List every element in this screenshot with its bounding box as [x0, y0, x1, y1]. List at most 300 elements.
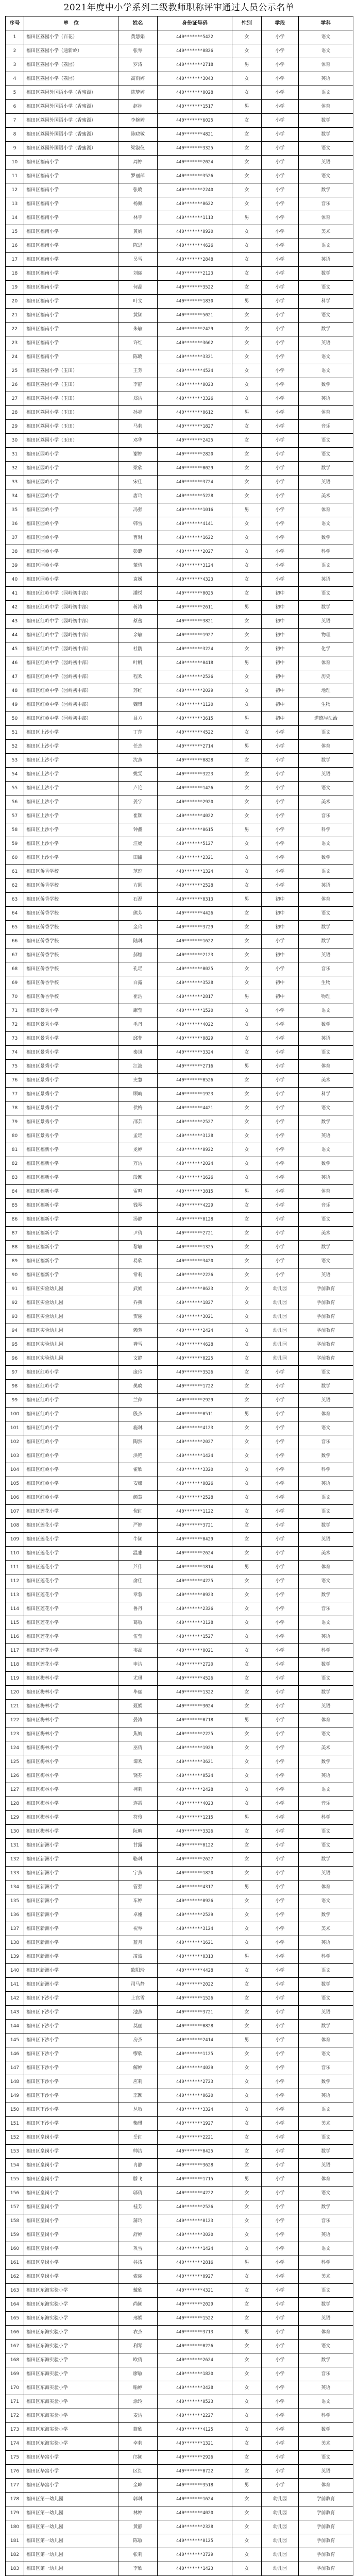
unit-name-cell: 福田区福南小学	[24, 239, 118, 253]
gender-cell: 女	[232, 1366, 262, 1380]
subject-cell: 语文	[299, 907, 353, 921]
gender-cell: 女	[232, 350, 262, 364]
table-row	[6, 1574, 353, 1588]
row-number-cell: 183	[6, 2562, 24, 2576]
school-level-cell: 小学	[262, 1143, 299, 1157]
subject-cell: 英语	[299, 2089, 353, 2103]
id-number-cell: 440*******0829	[158, 1032, 232, 1046]
row-number-cell: 66	[6, 935, 24, 948]
school-level-cell: 初中	[262, 601, 299, 615]
unit-name-cell: 福田区东海实验小学	[24, 2437, 118, 2451]
person-name-cell: 吕方	[118, 712, 158, 726]
row-number-cell: 32	[6, 462, 24, 476]
id-number-cell: 440*******2528	[158, 879, 232, 893]
school-level-cell: 小学	[262, 406, 299, 420]
unit-name-cell: 福田区实验幼儿园	[24, 1338, 118, 1352]
row-number-cell: 119	[6, 1672, 24, 1686]
subject-cell: 科学	[299, 823, 353, 837]
unit-name-cell: 福田区荔园小学（玉田）	[24, 378, 118, 392]
person-name-cell: 樊晓	[118, 1380, 158, 1394]
unit-name-cell: 福田区红岭小学	[24, 1408, 118, 1421]
table-row	[6, 2298, 353, 2312]
table-row	[6, 2242, 353, 2256]
gender-cell: 女	[232, 1296, 262, 1310]
table-row	[6, 267, 353, 281]
row-number-cell: 152	[6, 2131, 24, 2145]
subject-cell: 数学	[299, 128, 353, 142]
gender-cell: 女	[232, 851, 262, 865]
id-number-cell: 440*******1820	[158, 2367, 232, 2381]
unit-name-cell: 福田区东海实验小学	[24, 2409, 118, 2423]
id-number-cell: 440*******2526	[158, 670, 232, 684]
gender-cell: 女	[232, 2214, 262, 2228]
gender-cell: 女	[232, 72, 262, 86]
table-row	[6, 1783, 353, 1797]
row-number-cell: 163	[6, 2284, 24, 2298]
id-number-cell: 440*******2718	[158, 58, 232, 72]
id-number-cell: 440*******0622	[158, 197, 232, 211]
table-row	[6, 295, 353, 309]
subject-cell: 语文	[299, 782, 353, 795]
subject-cell: 生物	[299, 976, 353, 990]
id-number-cell: 440*******1622	[158, 935, 232, 948]
table-row	[6, 990, 353, 1004]
unit-name-cell: 福田区福新小学	[24, 1227, 118, 1241]
school-level-cell: 小学	[262, 2270, 299, 2284]
person-name-cell: 房杰	[118, 2033, 158, 2047]
unit-name-cell: 福田区梅林小学	[24, 1825, 118, 1839]
subject-cell: 生物	[299, 698, 353, 712]
school-level-cell: 小学	[262, 1547, 299, 1561]
gender-cell: 女	[232, 2465, 262, 2479]
school-level-cell: 小学	[262, 517, 299, 531]
id-number-cell: 440*******1322	[158, 1686, 232, 1700]
row-number-cell: 70	[6, 990, 24, 1004]
id-number-cell: 440*******0523	[158, 2395, 232, 2409]
row-number-cell: 40	[6, 573, 24, 587]
gender-cell: 女	[232, 2270, 262, 2284]
subject-cell: 英语	[299, 1129, 353, 1143]
school-level-cell: 小学	[262, 211, 299, 225]
gender-cell: 女	[232, 698, 262, 712]
school-level-cell: 小学	[262, 768, 299, 782]
gender-cell: 女	[232, 1088, 262, 1101]
table-row	[6, 2214, 353, 2228]
gender-cell: 女	[232, 2242, 262, 2256]
id-number-cell: 440*******2328	[158, 2520, 232, 2534]
subject-cell: 语文	[299, 281, 353, 295]
unit-name-cell: 福田区梅林小学	[24, 1755, 118, 1769]
subject-cell: 语文	[299, 1964, 353, 1978]
id-number-cell: 440*******2240	[158, 183, 232, 197]
unit-name-cell: 福田区新洲小学	[24, 1978, 118, 1992]
subject-cell: 英语	[299, 1936, 353, 1950]
subject-cell: 英语	[299, 615, 353, 629]
person-name-cell: 林宇	[118, 211, 158, 225]
unit-name-cell: 福田区福新小学	[24, 1255, 118, 1268]
row-number-cell: 140	[6, 1964, 24, 1978]
gender-cell: 男	[232, 1060, 262, 1074]
id-number-cell: 440*******0722	[158, 2465, 232, 2479]
id-number-cell: 440*******2817	[158, 990, 232, 1004]
gender-cell: 女	[232, 1700, 262, 1714]
id-number-cell: 440*******4524	[158, 364, 232, 378]
person-name-cell: 崔浩	[118, 990, 158, 1004]
table-row	[6, 1282, 353, 1296]
table-row	[6, 2187, 353, 2200]
gender-cell: 女	[232, 1797, 262, 1811]
gender-cell: 女	[232, 1908, 262, 1922]
subject-cell: 数学	[299, 1686, 353, 1700]
school-level-cell: 小学	[262, 392, 299, 406]
school-level-cell: 初中	[262, 976, 299, 990]
gender-cell: 男	[232, 1408, 262, 1421]
table-row	[6, 1936, 353, 1950]
gender-cell: 女	[232, 2506, 262, 2520]
gender-cell: 女	[232, 2298, 262, 2312]
subject-cell: 语文	[299, 1101, 353, 1115]
unit-name-cell: 福田区上沙小学	[24, 740, 118, 754]
table-row	[6, 170, 353, 183]
school-level-cell: 小学	[262, 225, 299, 239]
person-name-cell: 施琳	[118, 1421, 158, 1435]
person-name-cell: 幸莉	[118, 2437, 158, 2451]
gender-cell: 女	[232, 309, 262, 323]
table-row	[6, 1588, 353, 1602]
subject-cell: 学前教育	[299, 1352, 353, 1366]
table-row	[6, 1449, 353, 1463]
school-level-cell: 小学	[262, 2214, 299, 2228]
school-level-cell: 小学	[262, 2228, 299, 2242]
table-row	[6, 1060, 353, 1074]
person-name-cell: 赵林	[118, 100, 158, 114]
id-number-cell: 440*******3721	[158, 1519, 232, 1533]
gender-cell: 女	[232, 2075, 262, 2089]
subject-cell: 数学	[299, 1978, 353, 1992]
row-number-cell: 7	[6, 114, 24, 128]
gender-cell: 女	[232, 1964, 262, 1978]
unit-name-cell: 福田区梅林小学	[24, 1797, 118, 1811]
id-number-cell: 440*******0225	[158, 1352, 232, 1366]
unit-name-cell: 福田区福南小学	[24, 323, 118, 336]
row-number-cell: 123	[6, 1727, 24, 1741]
unit-name-cell: 福田区莲花小学	[24, 1630, 118, 1644]
table-row	[6, 1255, 353, 1268]
subject-cell: 语文	[299, 448, 353, 462]
gender-cell: 女	[232, 1936, 262, 1950]
subject-cell: 语文	[299, 44, 353, 58]
person-name-cell: 颜慧	[118, 1491, 158, 1505]
school-level-cell: 小学	[262, 1992, 299, 2006]
gender-cell: 女	[232, 183, 262, 197]
unit-name-cell: 福田区福新小学	[24, 1241, 118, 1255]
id-number-cell: 440*******1820	[158, 1867, 232, 1880]
person-name-cell: 谷涛	[118, 2256, 158, 2270]
subject-cell: 语文	[299, 1783, 353, 1797]
person-name-cell: 曹琳	[118, 531, 158, 545]
school-level-cell: 初中	[262, 587, 299, 601]
person-name-cell: 廖敏	[118, 2367, 158, 2381]
school-level-cell: 小学	[262, 2423, 299, 2437]
gender-cell: 女	[232, 1338, 262, 1352]
person-name-cell: 罗涛	[118, 58, 158, 72]
table-row	[6, 865, 353, 879]
subject-cell: 音乐	[299, 420, 353, 434]
subject-cell: 英语	[299, 1477, 353, 1491]
subject-cell: 英语	[299, 1533, 353, 1547]
school-level-cell: 初中	[262, 948, 299, 962]
row-number-cell: 118	[6, 1658, 24, 1672]
person-name-cell: 庞玲	[118, 1366, 158, 1380]
gender-cell: 女	[232, 2423, 262, 2437]
table-row	[6, 100, 353, 114]
table-row	[6, 1700, 353, 1714]
table-row	[6, 1296, 353, 1310]
row-number-cell: 59	[6, 837, 24, 851]
school-level-cell: 小学	[262, 1825, 299, 1839]
unit-name-cell: 福田区红岭小学	[24, 1477, 118, 1491]
table-row	[6, 1839, 353, 1853]
school-level-cell: 小学	[262, 267, 299, 281]
id-number-cell: 440*******4426	[158, 907, 232, 921]
row-number-cell: 103	[6, 1449, 24, 1463]
unit-name-cell: 福田区东海实验小学	[24, 2381, 118, 2395]
id-number-cell: 440*******2920	[158, 795, 232, 809]
unit-name-cell: 福田区荔园小学（玉田）	[24, 406, 118, 420]
row-number-cell: 178	[6, 2493, 24, 2506]
gender-cell: 女	[232, 1547, 262, 1561]
id-number-cell: 440*******4421	[158, 1101, 232, 1115]
unit-name-cell: 福田区侨香学校	[24, 893, 118, 907]
subject-cell: 数学	[299, 2075, 353, 2089]
gender-cell: 女	[232, 448, 262, 462]
gender-cell: 女	[232, 239, 262, 253]
subject-cell: 美术	[299, 1074, 353, 1088]
unit-name-cell: 福田区福南小学	[24, 211, 118, 225]
id-number-cell: 440*******2326	[158, 1602, 232, 1616]
gender-cell: 女	[232, 1394, 262, 1408]
row-number-cell: 62	[6, 879, 24, 893]
table-row	[6, 1741, 353, 1755]
unit-name-cell: 福田区新洲小学	[24, 1894, 118, 1908]
person-name-cell: 韦晶	[118, 1644, 158, 1658]
person-name-cell: 康莹	[118, 1004, 158, 1018]
table-row	[6, 30, 353, 44]
unit-name-cell: 福田区下沙小学	[24, 2103, 118, 2117]
subject-cell: 化学	[299, 642, 353, 656]
id-number-cell: 440*******1827	[158, 1296, 232, 1310]
gender-cell: 女	[232, 2117, 262, 2131]
gender-cell: 女	[232, 336, 262, 350]
gender-cell: 女	[232, 2006, 262, 2020]
table-row	[6, 962, 353, 976]
row-number-cell: 11	[6, 170, 24, 183]
person-name-cell: 易欣	[118, 1255, 158, 1268]
table-row	[6, 1463, 353, 1477]
person-name-cell: 高雨婷	[118, 72, 158, 86]
school-level-cell: 小学	[262, 1741, 299, 1755]
subject-cell: 语文	[299, 1672, 353, 1686]
table-row	[6, 1018, 353, 1032]
gender-cell: 女	[232, 1727, 262, 1741]
school-level-cell: 小学	[262, 295, 299, 309]
person-name-cell: 冉静	[118, 2159, 158, 2173]
school-level-cell: 小学	[262, 434, 299, 448]
person-name-cell: 罗丽萍	[118, 170, 158, 183]
unit-name-cell: 福田区侨香学校	[24, 962, 118, 976]
gender-cell: 男	[232, 1811, 262, 1825]
school-level-cell: 小学	[262, 1227, 299, 1241]
table-row	[6, 1727, 353, 1741]
unit-name-cell: 福田区福南小学	[24, 336, 118, 350]
table-row	[6, 1519, 353, 1533]
row-number-cell: 80	[6, 1129, 24, 1143]
gender-cell: 男	[232, 2326, 262, 2340]
row-number-cell: 23	[6, 336, 24, 350]
person-name-cell: 陈晓敏	[118, 128, 158, 142]
school-level-cell: 幼儿园	[262, 1338, 299, 1352]
person-name-cell: 谢婷	[118, 448, 158, 462]
table-header-row	[6, 16, 353, 30]
person-name-cell: 马莉	[118, 420, 158, 434]
table-row	[6, 670, 353, 684]
subject-cell: 语文	[299, 2242, 353, 2256]
subject-cell: 语文	[299, 2187, 353, 2200]
subject-cell: 体育	[299, 1060, 353, 1074]
table-row	[6, 72, 353, 86]
unit-name-cell: 福田区福新小学	[24, 1157, 118, 1171]
subject-cell: 美术	[299, 1922, 353, 1936]
row-number-cell: 15	[6, 225, 24, 239]
subject-cell: 英语	[299, 1394, 353, 1408]
gender-cell: 女	[232, 907, 262, 921]
subject-cell: 数学	[299, 2200, 353, 2214]
id-number-cell: 440*******2022	[158, 1978, 232, 1992]
unit-name-cell: 福田区红岭小学	[24, 1421, 118, 1435]
unit-name-cell: 福田区实验幼儿园	[24, 1324, 118, 1338]
row-number-cell: 39	[6, 559, 24, 573]
row-number-cell: 125	[6, 1755, 24, 1769]
gender-cell: 女	[232, 865, 262, 879]
row-number-cell: 100	[6, 1408, 24, 1421]
unit-name-cell: 福田区新洲小学	[24, 1853, 118, 1867]
table-row	[6, 629, 353, 642]
person-name-cell: 池燕	[118, 2006, 158, 2020]
row-number-cell: 146	[6, 2047, 24, 2061]
unit-name-cell: 福田区实验幼儿园	[24, 1282, 118, 1296]
id-number-cell: 440*******0028	[158, 86, 232, 100]
subject-cell: 英语	[299, 476, 353, 489]
subject-cell: 学前教育	[299, 2493, 353, 2506]
table-row	[6, 2381, 353, 2395]
person-name-cell: 范琼	[118, 865, 158, 879]
school-level-cell: 小学	[262, 420, 299, 434]
table-row	[6, 795, 353, 809]
unit-name-cell: 福田区新洲小学	[24, 1867, 118, 1880]
id-number-cell: 440*******4020	[158, 2506, 232, 2520]
gender-cell: 女	[232, 1463, 262, 1477]
id-number-cell: 440*******3815	[158, 1185, 232, 1199]
school-level-cell: 小学	[262, 1199, 299, 1213]
unit-name-cell: 福田区福南小学	[24, 253, 118, 267]
subject-cell: 数学	[299, 1853, 353, 1867]
subject-cell: 数学	[299, 601, 353, 615]
table-row	[6, 1477, 353, 1491]
subject-cell: 语文	[299, 1491, 353, 1505]
person-name-cell: 上官雪	[118, 1992, 158, 2006]
table-row	[6, 1352, 353, 1366]
person-name-cell: 桂芳	[118, 2200, 158, 2214]
roster-table	[5, 16, 353, 2576]
subject-cell: 数学	[299, 1018, 353, 1032]
subject-cell: 体育	[299, 1714, 353, 1727]
column-header-id-number: 身份证号码	[158, 16, 232, 30]
subject-cell: 英语	[299, 2228, 353, 2242]
gender-cell: 女	[232, 2562, 262, 2576]
table-row	[6, 2270, 353, 2284]
unit-name-cell: 福田区荔园小学（玉田）	[24, 420, 118, 434]
unit-name-cell: 福田区园岭小学	[24, 462, 118, 476]
row-number-cell: 60	[6, 851, 24, 865]
row-number-cell: 105	[6, 1477, 24, 1491]
id-number-cell: 440*******2221	[158, 2131, 232, 2145]
person-name-cell: 陈思	[118, 239, 158, 253]
subject-cell: 科学	[299, 295, 353, 309]
subject-cell: 物理	[299, 990, 353, 1004]
column-header-name: 姓名	[118, 16, 158, 30]
unit-name-cell: 福田区新洲小学	[24, 1880, 118, 1894]
person-name-cell: 梁欣	[118, 462, 158, 476]
id-number-cell: 440*******3326	[158, 1825, 232, 1839]
table-row	[6, 281, 353, 295]
gender-cell: 女	[232, 1074, 262, 1088]
row-number-cell: 179	[6, 2506, 24, 2520]
unit-name-cell: 福田区皇岗小学	[24, 2228, 118, 2242]
row-number-cell: 50	[6, 712, 24, 726]
subject-cell: 英语	[299, 2159, 353, 2173]
row-number-cell: 17	[6, 253, 24, 267]
unit-name-cell: 福田区梅林小学	[24, 1741, 118, 1755]
school-level-cell: 小学	[262, 2187, 299, 2200]
unit-name-cell: 福田区梅林小学	[24, 1700, 118, 1714]
person-name-cell: 欧阳玲	[118, 1964, 158, 1978]
subject-cell: 体育	[299, 100, 353, 114]
row-number-cell: 155	[6, 2173, 24, 2187]
person-name-cell: 龚雪	[118, 1338, 158, 1352]
id-number-cell: 440*******1814	[158, 1561, 232, 1574]
row-number-cell: 166	[6, 2326, 24, 2340]
subject-cell: 音乐	[299, 197, 353, 211]
unit-name-cell: 福田区实验幼儿园	[24, 1310, 118, 1324]
gender-cell: 女	[232, 2381, 262, 2395]
person-name-cell: 吴雪	[118, 253, 158, 267]
row-number-cell: 34	[6, 489, 24, 503]
subject-cell: 英语	[299, 1769, 353, 1783]
row-number-cell: 120	[6, 1686, 24, 1700]
person-name-cell: 毛丹	[118, 1018, 158, 1032]
row-number-cell: 35	[6, 503, 24, 517]
school-level-cell: 小学	[262, 754, 299, 768]
unit-name-cell: 福田区东海实验小学	[24, 2284, 118, 2298]
gender-cell: 女	[232, 1157, 262, 1171]
school-level-cell: 小学	[262, 2465, 299, 2479]
gender-cell: 女	[232, 30, 262, 44]
id-number-cell: 440*******1215	[158, 1811, 232, 1825]
gender-cell: 男	[232, 1880, 262, 1894]
subject-cell: 语文	[299, 1992, 353, 2006]
row-number-cell: 1	[6, 30, 24, 44]
id-number-cell: 440*******3128	[158, 1129, 232, 1143]
